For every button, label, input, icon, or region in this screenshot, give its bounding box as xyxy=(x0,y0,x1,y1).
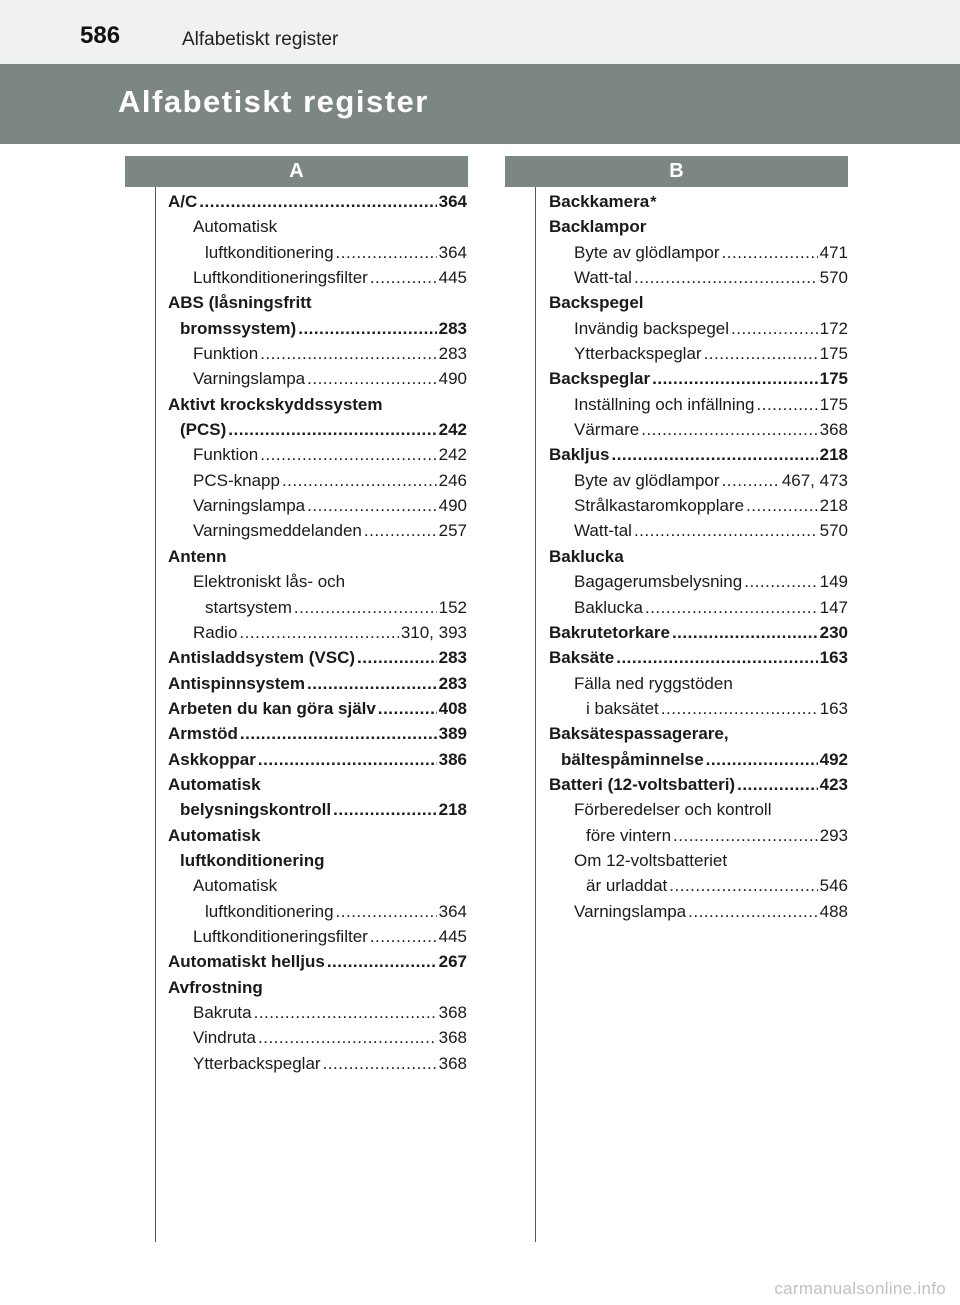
entry-label: Watt-tal xyxy=(574,521,632,541)
entry-page-ref: 257 xyxy=(438,521,467,541)
dot-leader xyxy=(260,442,436,467)
entry-page-ref: 368 xyxy=(438,1028,467,1048)
dot-leader xyxy=(378,696,437,721)
dot-leader xyxy=(731,316,818,341)
dot-leader xyxy=(370,924,437,949)
index-column-b xyxy=(549,189,848,924)
dot-leader xyxy=(704,341,818,366)
entry-label: Varningslampa xyxy=(574,901,687,921)
entry-page-ref: 490 xyxy=(438,496,467,516)
dot-leader xyxy=(294,595,437,620)
entry-page-ref: 147 xyxy=(819,597,848,617)
dot-leader xyxy=(336,899,437,924)
index-entry xyxy=(549,493,848,518)
entry-label: Automatisk xyxy=(193,876,278,896)
entry-label: Backspegel xyxy=(549,293,644,313)
entry-label: Automatisk xyxy=(168,774,261,794)
entry-label: Backkamera xyxy=(549,192,650,211)
entry-page-ref: 242 xyxy=(438,420,467,440)
running-header xyxy=(0,0,960,64)
index-entry xyxy=(549,823,848,848)
dot-leader xyxy=(307,671,437,696)
index-entry xyxy=(168,240,467,265)
dot-leader xyxy=(336,240,437,265)
dot-leader xyxy=(370,265,437,290)
index-entry xyxy=(168,189,467,214)
index-entry xyxy=(168,569,467,594)
entry-label: Bakljus xyxy=(549,445,610,465)
entry-label: Värmare xyxy=(574,420,640,440)
entry-page-ref: 445 xyxy=(438,926,467,946)
dot-leader xyxy=(364,518,437,543)
index-entry xyxy=(168,468,467,493)
entry-label: bromssystem) xyxy=(180,318,297,338)
entry-page-ref: 364 xyxy=(438,901,467,921)
index-entry xyxy=(168,721,467,746)
entry-label: Automatisk xyxy=(168,825,261,845)
dot-leader xyxy=(672,620,818,645)
entry-label: Ytterbackspeglar xyxy=(574,344,702,364)
dot-leader xyxy=(661,696,818,721)
dot-leader xyxy=(757,392,818,417)
dot-leader xyxy=(260,341,436,366)
index-entry xyxy=(168,417,467,442)
entry-label: belysningskontroll xyxy=(180,800,332,820)
dot-leader xyxy=(673,823,818,848)
index-entry xyxy=(168,595,467,620)
index-entry xyxy=(168,1025,467,1050)
index-entry xyxy=(168,949,467,974)
dot-leader xyxy=(669,873,817,898)
entry-page-ref: 267 xyxy=(438,952,467,972)
entry-label: startsystem xyxy=(205,597,292,617)
entry-page-ref: 389 xyxy=(438,724,467,744)
dot-leader xyxy=(254,1000,437,1025)
entry-label: bältespåminnelse xyxy=(561,749,704,769)
entry-label: är urladdat xyxy=(586,876,668,896)
index-entry xyxy=(168,290,467,315)
entry-label: Fälla ned ryggstöden xyxy=(574,673,733,693)
entry-page-ref: 386 xyxy=(438,749,467,769)
running-title: Alfabetiskt register xyxy=(182,29,339,50)
index-entry xyxy=(168,620,467,645)
entry-page-ref: 293 xyxy=(819,825,848,845)
index-entry xyxy=(168,1000,467,1025)
entry-label: Om 12-voltsbatteriet xyxy=(574,850,728,870)
index-entry xyxy=(549,899,848,924)
entry-label: Arbeten du kan göra själv xyxy=(168,698,376,718)
index-entry xyxy=(549,848,848,873)
entry-page-ref: 423 xyxy=(819,774,848,794)
entry-page-ref: 570 xyxy=(819,268,848,288)
entry-label: Varningslampa xyxy=(193,369,306,389)
entry-label: Ytterbackspeglar xyxy=(193,1053,321,1073)
index-entry xyxy=(168,442,467,467)
entry-page-ref: 408 xyxy=(438,698,467,718)
entry-page-ref: 152 xyxy=(438,597,467,617)
index-entry xyxy=(549,569,848,594)
watermark: carmanualsonline.info xyxy=(774,1279,946,1298)
entry-label: Bagagerumsbelysning xyxy=(574,572,743,592)
entry-page-ref: 163 xyxy=(819,648,848,668)
entry-label: Radio xyxy=(193,622,238,642)
entry-label: A/C xyxy=(168,192,198,211)
entry-page-ref: 218 xyxy=(819,496,848,516)
dot-leader xyxy=(737,772,818,797)
entry-page-ref: 175 xyxy=(819,394,848,414)
index-entry xyxy=(168,265,467,290)
dot-leader xyxy=(239,620,398,645)
dot-leader xyxy=(228,417,436,442)
index-entry xyxy=(168,873,467,898)
entry-page-ref: 218 xyxy=(819,445,848,465)
dot-leader xyxy=(199,189,436,214)
entry-label: Bakruta xyxy=(193,1003,252,1022)
column-divider-b xyxy=(535,187,536,1242)
dot-leader xyxy=(307,366,436,391)
index-entry xyxy=(549,417,848,442)
dot-leader xyxy=(722,468,780,493)
entry-label: Antispinnsystem xyxy=(168,673,305,693)
index-entry xyxy=(549,797,848,822)
index-entry xyxy=(549,290,848,315)
index-entry xyxy=(549,620,848,645)
entry-page-ref: 175 xyxy=(819,344,848,364)
dot-leader xyxy=(706,747,818,772)
dot-leader xyxy=(744,569,817,594)
entry-page-ref: 471 xyxy=(819,242,848,262)
entry-label: Bakrutetorkare xyxy=(549,622,670,642)
entry-label: luftkonditionering xyxy=(205,901,334,921)
dot-leader xyxy=(258,747,437,772)
entry-page-ref: 310, 393 xyxy=(400,622,467,642)
dot-leader xyxy=(634,518,818,543)
entry-label: i baksätet xyxy=(586,698,659,718)
index-entry xyxy=(168,899,467,924)
entry-label: Funktion xyxy=(193,344,259,364)
index-entry xyxy=(168,392,467,417)
entry-label: luftkonditionering xyxy=(180,850,325,870)
entry-page-ref: 368 xyxy=(819,420,848,440)
index-entry xyxy=(549,873,848,898)
entry-label: PCS-knapp xyxy=(193,470,280,490)
entry-label: Baksätespassagerare, xyxy=(549,724,729,744)
entry-page-ref: 490 xyxy=(438,369,467,389)
entry-page-ref: 230 xyxy=(819,622,848,642)
entry-page-ref: 368 xyxy=(438,1003,467,1022)
index-entry xyxy=(549,240,848,265)
page-title: Alfabetiskt register xyxy=(118,84,429,119)
index-entry xyxy=(549,595,848,620)
entry-label: Avfrostning xyxy=(168,977,263,997)
dot-leader xyxy=(258,1025,437,1050)
entry-label: Armstöd xyxy=(168,724,238,744)
entry-label: Antenn xyxy=(168,546,227,566)
entry-label: Backlampor xyxy=(549,217,647,237)
entry-page-ref: 570 xyxy=(819,521,848,541)
entry-page-ref: 283 xyxy=(438,673,467,693)
index-entry xyxy=(168,772,467,797)
dot-leader xyxy=(333,797,436,822)
entry-page-ref: 488 xyxy=(819,901,848,921)
entry-page-ref: 364 xyxy=(438,242,467,262)
index-entry xyxy=(168,696,467,721)
index-entry xyxy=(168,544,467,569)
entry-label: Luftkonditioneringsfilter xyxy=(193,926,368,946)
index-entry xyxy=(168,645,467,670)
entry-page-ref: 149 xyxy=(819,572,848,592)
entry-label: Baklucka xyxy=(574,597,643,617)
dot-leader xyxy=(688,899,817,924)
column-divider-a xyxy=(155,187,156,1242)
section-header-b: B xyxy=(505,156,848,187)
index-entry xyxy=(168,316,467,341)
entry-label: Antisladdsystem (VSC) xyxy=(168,648,356,668)
entry-page-ref: 242 xyxy=(438,445,467,465)
index-entry xyxy=(168,975,467,1000)
dot-leader xyxy=(645,595,818,620)
index-entry xyxy=(549,544,848,569)
entry-label: Byte av glödlampor xyxy=(574,242,720,262)
entry-label: Luftkonditioneringsfilter xyxy=(193,268,368,288)
entry-label: Varningsmeddelanden xyxy=(193,521,362,541)
index-entry xyxy=(168,747,467,772)
dot-leader xyxy=(641,417,817,442)
entry-label: Baksäte xyxy=(549,648,615,668)
index-entry xyxy=(168,214,467,239)
index-entry xyxy=(549,316,848,341)
entry-label: före vintern xyxy=(586,825,672,845)
index-entry xyxy=(549,721,848,746)
dot-leader xyxy=(307,493,436,518)
index-entry xyxy=(168,797,467,822)
index-entry xyxy=(168,366,467,391)
index-entry xyxy=(549,468,848,493)
index-entry xyxy=(549,189,848,214)
entry-page-ref: 175 xyxy=(819,369,848,389)
dot-leader xyxy=(652,366,818,391)
index-entry xyxy=(168,341,467,366)
entry-label: luftkonditionering xyxy=(205,242,334,262)
entry-label: Automatisk xyxy=(193,217,278,237)
index-entry xyxy=(168,518,467,543)
dot-leader xyxy=(323,1051,437,1076)
entry-label: Batteri (12-voltsbatteri) xyxy=(549,774,736,794)
entry-label: Watt-tal xyxy=(574,268,632,288)
index-entry xyxy=(549,696,848,721)
dot-leader xyxy=(746,493,818,518)
index-entry xyxy=(168,848,467,873)
entry-label: Inställning och infällning xyxy=(574,394,755,414)
entry-page-ref: 218 xyxy=(438,800,467,820)
entry-label: Aktivt krockskyddssystem xyxy=(168,394,383,414)
entry-page-ref: 283 xyxy=(438,318,467,338)
entry-label: (PCS) xyxy=(180,420,227,440)
entry-label: Vindruta xyxy=(193,1028,257,1048)
dot-leader xyxy=(282,468,437,493)
index-entry xyxy=(549,518,848,543)
entry-page-ref: 492 xyxy=(819,749,848,769)
entry-label: Backspeglar xyxy=(549,369,651,389)
index-entry xyxy=(168,671,467,696)
entry-page-ref: 283 xyxy=(438,648,467,668)
index-entry xyxy=(168,924,467,949)
entry-label: Varningslampa xyxy=(193,496,306,516)
index-entry xyxy=(168,493,467,518)
dot-leader xyxy=(240,721,437,746)
entry-page-ref: 546 xyxy=(819,876,848,896)
dot-leader xyxy=(298,316,436,341)
page-number: 586 xyxy=(80,22,121,49)
index-entry xyxy=(549,392,848,417)
entry-label: Förberedelser och kontroll xyxy=(574,800,772,820)
dot-leader xyxy=(722,240,818,265)
entry-page-ref: 283 xyxy=(438,344,467,364)
entry-label: Elektroniskt lås- och xyxy=(193,572,346,592)
index-entry xyxy=(549,214,848,239)
entry-label: Byte av glödlampor xyxy=(574,470,720,490)
index-entry xyxy=(549,265,848,290)
index-entry xyxy=(549,645,848,670)
entry-label: Invändig backspegel xyxy=(574,318,730,338)
dot-leader xyxy=(327,949,437,974)
entry-page-ref: 172 xyxy=(819,318,848,338)
index-entry xyxy=(549,442,848,467)
entry-page-ref: 467, 473 xyxy=(781,470,848,490)
index-entry xyxy=(549,747,848,772)
index-entry xyxy=(549,366,848,391)
entry-page-ref: 246 xyxy=(438,470,467,490)
entry-page-ref: 368 xyxy=(438,1053,467,1073)
entry-label: Funktion xyxy=(193,445,259,465)
dot-leader xyxy=(357,645,437,670)
entry-page-ref: 364 xyxy=(438,192,467,211)
index-entry xyxy=(168,823,467,848)
dot-leader xyxy=(611,442,817,467)
entry-page-ref: 445 xyxy=(438,268,467,288)
entry-label: Strålkastaromkopplare xyxy=(574,496,745,516)
section-header-a: A xyxy=(125,156,468,187)
entry-page-ref: 163 xyxy=(819,698,848,718)
index-entry xyxy=(168,1051,467,1076)
index-entry xyxy=(549,772,848,797)
footnote-asterisk: * xyxy=(650,194,657,211)
index-entry xyxy=(549,671,848,696)
dot-leader xyxy=(634,265,818,290)
index-column-a xyxy=(168,189,467,1076)
entry-label: ABS (låsningsfritt xyxy=(168,293,312,313)
entry-label: Automatiskt helljus xyxy=(168,952,325,972)
index-entry xyxy=(549,341,848,366)
entry-label: Baklucka xyxy=(549,546,624,566)
entry-label: Askkoppar xyxy=(168,749,256,769)
dot-leader xyxy=(616,645,817,670)
